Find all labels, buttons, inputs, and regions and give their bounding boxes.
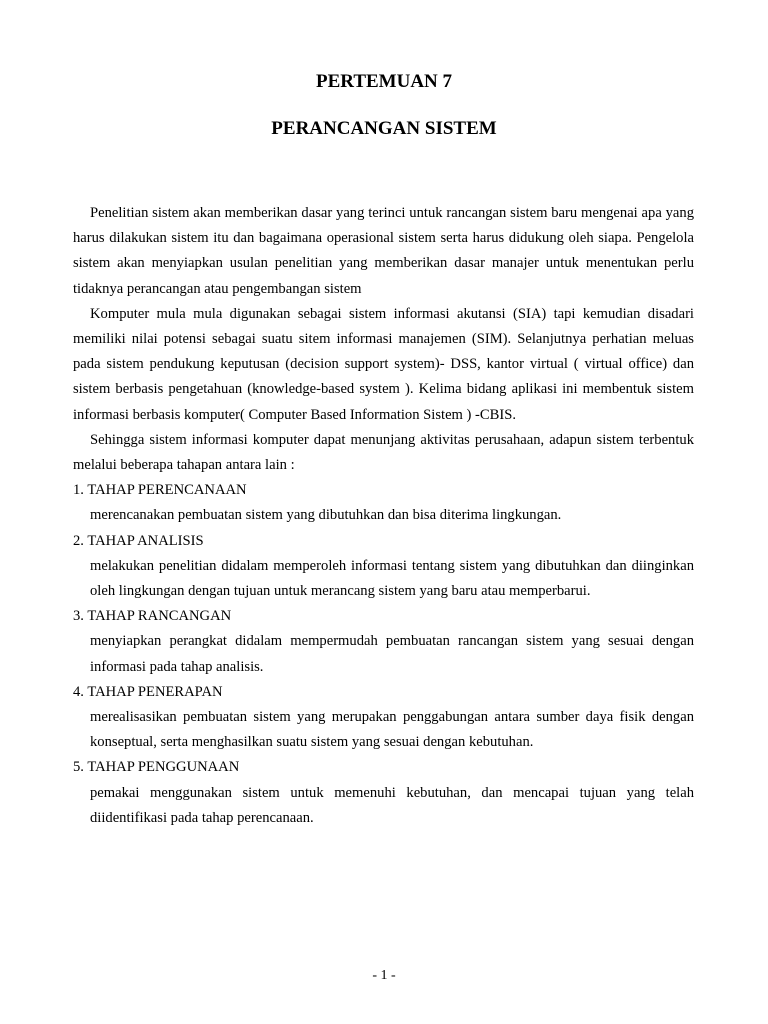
stage-text-analysis: melakukan penelitian didalam memperoleh informasi tentang sistem yang dibutuhkan dan diinginkan oleh lingkungan dengan tujuan untuk merancang sistem yang baru atau memperbarui. xyxy=(90,557,694,600)
stage-heading-design: 3. TAHAP RANCANGAN xyxy=(73,608,232,625)
stage-heading-analysis: 2. TAHAP ANALISIS xyxy=(73,532,204,549)
document-subtitle: PERANCANGAN SISTEM xyxy=(271,118,497,139)
stage-heading-usage: 5. TAHAP PENGGUNAAN xyxy=(73,759,240,776)
stage-heading-planning: 1. TAHAP PERENCANAAN xyxy=(73,482,247,499)
document-body xyxy=(73,201,694,831)
stage-text-design: menyiapkan perangkat didalam mempermudah pembuatan rancangan sistem yang sesuai dengan informasi pada tahap analisis. xyxy=(90,633,694,675)
paragraph-stages-intro: Sehingga sistem informasi komputer dapat menunjang aktivitas perusahaan, adapun sistem terbentuk melalui beberapa tahapan antara lain : xyxy=(73,431,694,474)
page-number: - 1 - xyxy=(372,968,396,983)
paragraph-computer-history: Komputer mula mula digunakan sebagai sistem informasi akutansi (SIA) tapi kemudian disadari memiliki nilai potensi sebagai suatu sitem informasi manajemen (SIM). Selanjutnya perhatian meluas pada sistem pendukung keputusan (decision support system)- DSS, kantor virtual ( virtual office) dan sistem berbasis pengetahuan (knowledge-based system ). Kelima bidang aplikasi ini membentuk sistem informasi berbasis komputer( Computer Based Information Sistem ) -CBIS. xyxy=(73,305,694,423)
stage-heading-implementation: 4. TAHAP PENERAPAN xyxy=(73,683,223,700)
stage-text-planning: merencanakan pembuatan sistem yang dibutuhkan dan bisa diterima lingkungan. xyxy=(90,507,562,524)
document-title: PERTEMUAN 7 xyxy=(315,71,453,92)
stage-text-usage: pemakai menggunakan sistem untuk memenuhi kebutuhan, dan mencapai tujuan yang telah diidentifikasi pada tahap perencanaan. xyxy=(90,784,694,826)
stage-text-implementation: merealisasikan pembuatan sistem yang merupakan penggabungan antara sumber daya fisik dengan konseptual, serta menghasilkan suatu sistem yang sesuai dengan kebutuhan. xyxy=(90,709,694,751)
paragraph-intro: Penelitian sistem akan memberikan dasar yang terinci untuk rancangan sistem baru mengenai apa yang harus dilakukan sistem itu dan bagaimana operasional sistem serta harus didukung oleh siapa. Pengelola sistem akan menyiapkan usulan penelitian yang memberikan dasar manajer untuk menentukan perlu tidaknya perancangan atau pengembangan sistem xyxy=(73,205,694,297)
